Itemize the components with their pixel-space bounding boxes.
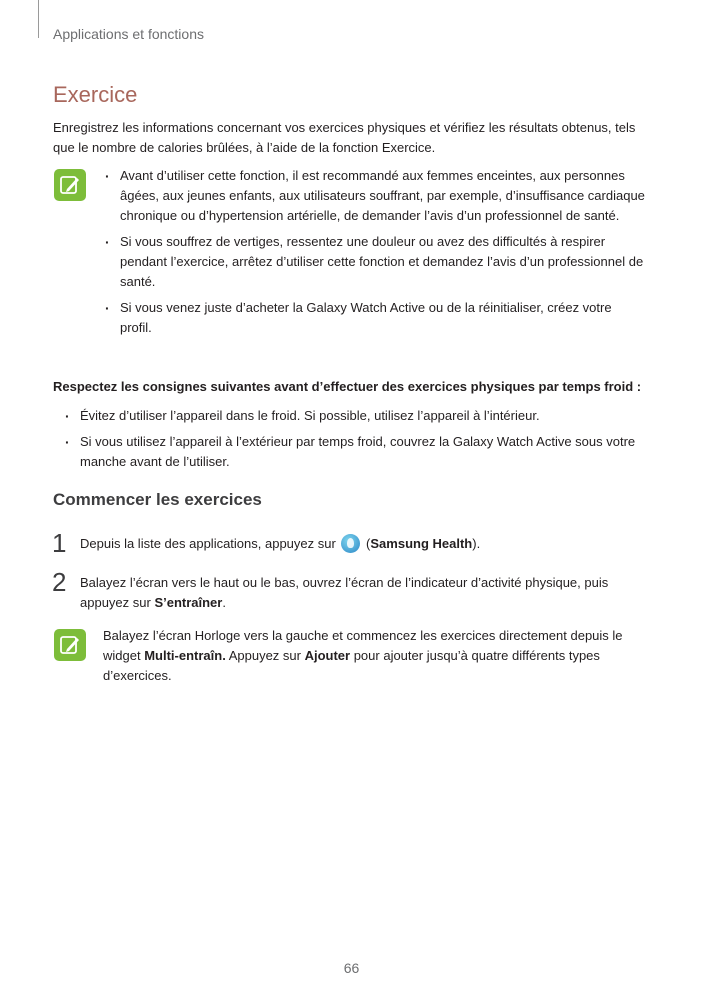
cold-weather-heading: Respectez les consignes suivantes avant d’effectuer des exercices physiques par temps froid : bbox=[53, 379, 642, 394]
note-pencil-icon bbox=[54, 169, 86, 201]
cold-weather-bullet-list bbox=[62, 406, 647, 478]
running-header: Applications et fonctions bbox=[53, 26, 204, 42]
button-name: S’entraîner bbox=[154, 595, 223, 610]
header-divider bbox=[38, 0, 39, 38]
note-pencil-icon bbox=[54, 629, 86, 661]
list-item: · Si vous utilisez l’appareil à l’extérieur par temps froid, couvrez la Galaxy Watch Active sous votre manche avant de l’utiliser. bbox=[62, 432, 647, 472]
tip-note: Balayez l’écran Horloge vers la gauche et commencez les exercices directement depuis le widget Multi-entraîn. Appuyez sur Ajouter pour ajouter jusqu’à quatre différents types d’exercices. bbox=[103, 628, 623, 683]
list-item: · Évitez d’utiliser l’appareil dans le froid. Si possible, utilisez l’appareil à l’intérieur. bbox=[62, 406, 647, 426]
intro-paragraph: Enregistrez les informations concernant vos exercices physiques et vérifiez les résultats obtenus, tels que le nombre de calories brûlées, à l’aide de la fonction Exercice. bbox=[53, 120, 636, 155]
step-text: Balayez l’écran vers le haut ou le bas, ouvrez l’écran de l’indicateur d’activité physique, puis appuyez sur S’entraîner. bbox=[80, 575, 609, 610]
samsung-health-icon bbox=[341, 534, 360, 553]
step-text: Depuis la liste des applications, appuyez sur (Samsung Health). bbox=[80, 536, 481, 551]
page-number: 66 bbox=[343, 960, 360, 976]
step-number: 2 bbox=[52, 567, 67, 597]
page-title: Exercice bbox=[53, 82, 138, 107]
section-title: Commencer les exercices bbox=[53, 490, 262, 509]
step-number: 1 bbox=[52, 528, 67, 558]
list-item: · Si vous souffrez de vertiges, ressentez une douleur ou avez des difficultés à respirer pendant l’exercice, arrêtez d’utiliser cette fonction et demandez l’avis d’un professionnel de santé. bbox=[102, 232, 645, 292]
list-item: · Avant d’utiliser cette fonction, il est recommandé aux femmes enceintes, aux personnes âgées, aux jeunes enfants, aux utilisateurs souffrant, par exemple, d’insuffisance cardiaque chronique ou d’hypertension artérielle, de demander l’avis d’un professionnel de santé. bbox=[102, 166, 645, 226]
app-name: Samsung Health bbox=[370, 536, 473, 551]
note-bullet-list bbox=[102, 166, 645, 344]
list-item: · Si vous venez juste d’acheter la Galaxy Watch Active ou de la réinitialiser, créez votre profil. bbox=[102, 298, 645, 338]
